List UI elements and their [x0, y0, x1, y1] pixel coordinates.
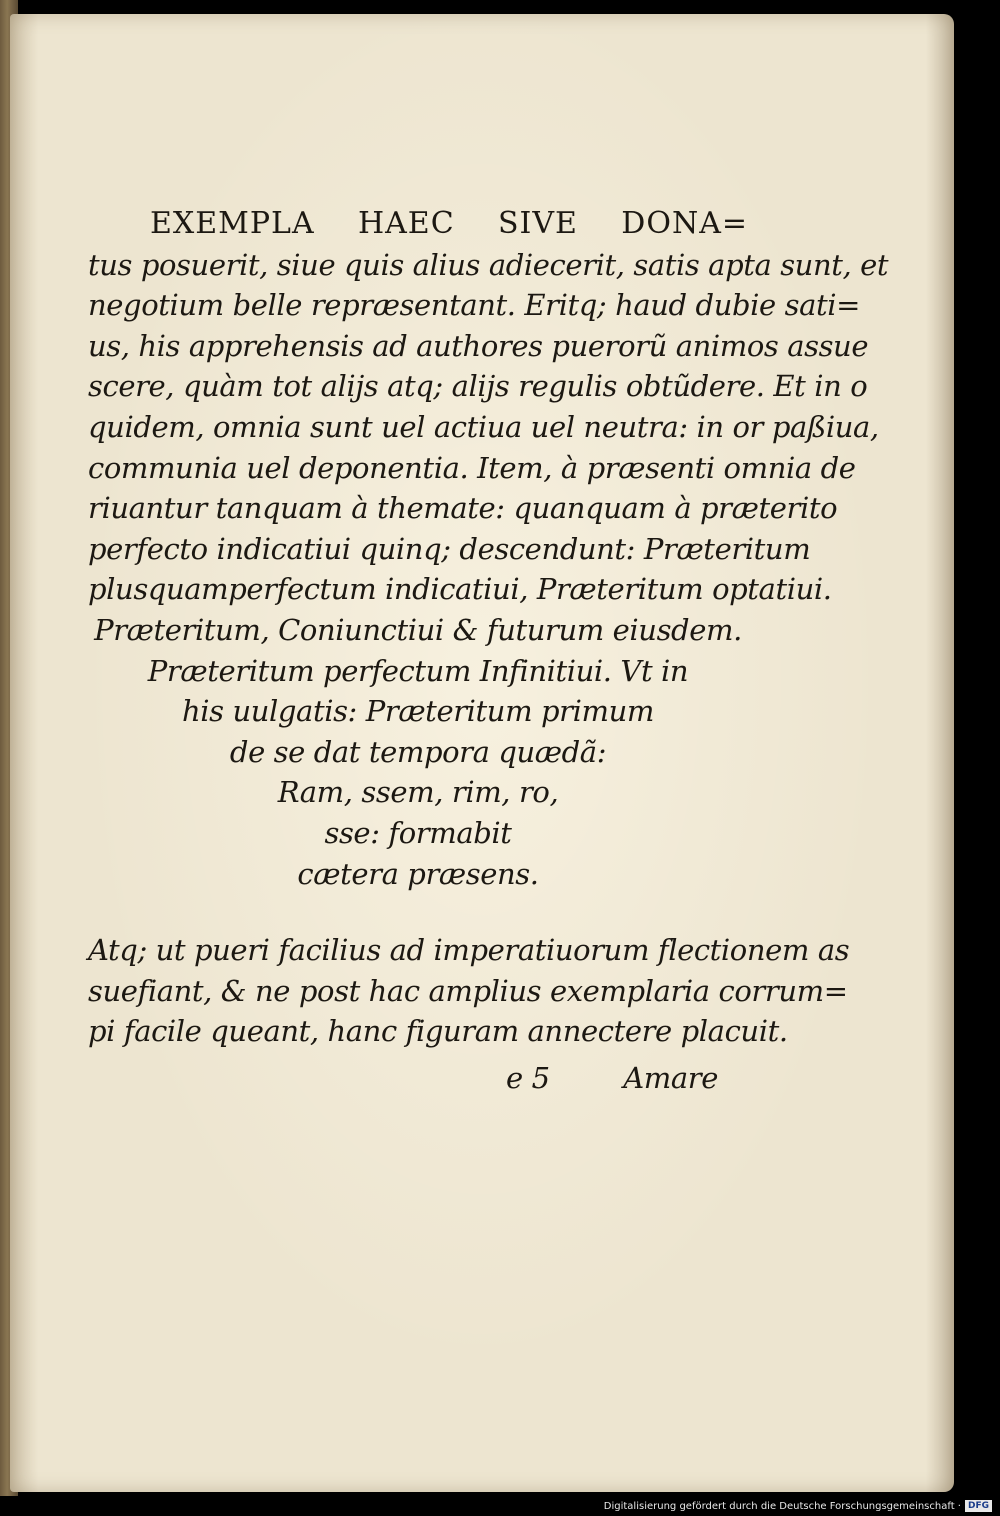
paragraph-gap [88, 894, 748, 930]
signature-mark: e 5 [506, 1060, 550, 1095]
text-line: communia uel deponentia. Item, à præsenti omnia de [88, 450, 856, 485]
text-line: his uulgatis: Præteritum primum [182, 694, 654, 729]
text-line: plusquamperfectum indicatiui, Præteritum optatiui. [88, 572, 832, 607]
text-line: negotium belle repræsentant. Eritq; haud dubie sati= [88, 288, 860, 323]
text-line: pi facile queant, hanc figuram annectere placuit. [88, 1014, 788, 1049]
text-line: Ram, ssem, rim, ro, [277, 775, 559, 810]
page-text-block [88, 204, 889, 1106]
page-footer [88, 1058, 748, 1106]
text-line: Præteritum perfectum Infinitiui. Vt in [147, 653, 689, 688]
text-line: quidem, omnia sunt uel actiua uel neutra: in or paßiua, [88, 409, 879, 444]
catchword: Amare [623, 1060, 718, 1095]
book-page [10, 14, 954, 1492]
credit-text: Digitalisierung gefördert durch die Deutsche Forschungsgemeinschaft · [603, 1500, 961, 1512]
text-line: scere, quàm tot alijs atq; alijs regulis obtũdere. Et in o [88, 369, 868, 404]
heading-line: EXEMPLA HAEC SIVE DONA= [150, 206, 748, 241]
text-line: perfecto indicatiui quinq; descendunt: Præteritum [88, 531, 811, 566]
text-line: Præteritum, Coniunctiui & futurum eiusdem. [94, 612, 742, 647]
text-line: sse: formabit [324, 815, 512, 850]
text-line: de se dat tempora quædã: [229, 734, 607, 769]
text-line: suefiant, & ne post hac amplius exemplaria corrum= [88, 973, 848, 1008]
text-line: us, his apprehensis ad authores puerorũ animos assue [88, 328, 869, 363]
text-line: cætera præsens. [297, 856, 539, 891]
digitization-credit [604, 1500, 992, 1512]
dfg-logo: DFG [965, 1500, 992, 1512]
text-line: Atq; ut pueri facilius ad imperatiuorum flectionem as [88, 933, 850, 968]
text-line: tus posuerit, siue quis alius adiecerit, satis apta sunt, et [88, 247, 889, 282]
text-line: riuantur tanquam à themate: quanquam à præterito [88, 491, 838, 526]
